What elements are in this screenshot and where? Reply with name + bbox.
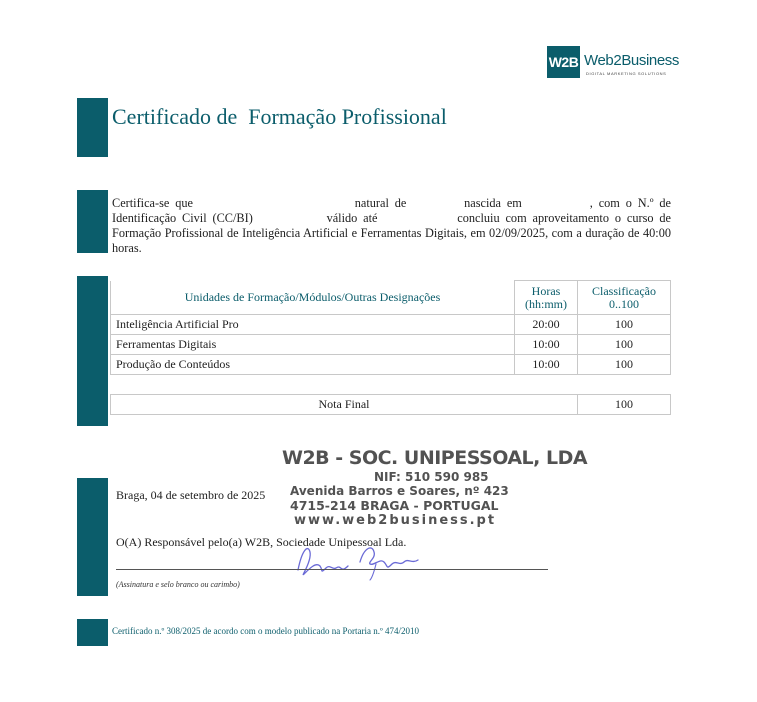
certificate-footer: Certificado n.º 308/2025 de acordo com o modelo publicado na Portaria n.º 474/2010 [112,626,420,636]
redacted-birthdate [528,196,590,211]
responsible-line: O(A) Responsável pelo(a) W2B, Sociedade Unipessoal Lda. [116,535,407,549]
header-designation: Unidades de Formação/Módulos/Outras Designações [111,281,515,315]
unit-hours: 20:00 [515,315,578,335]
statement-part-6: concluiu com aproveitamento o curso de Formação Profissional de Inteligência Artificial e Ferramentas Digitais, em 02/09/2025, com a duração de 40:00 horas. [112,211,671,255]
stamp-postal-code: 4715-214 BRAGA - PORTUGAL [290,498,499,513]
logo-mark: W2B [547,46,580,78]
unit-name: Ferramentas Digitais [111,335,515,355]
unit-name: Inteligência Artificial Pro [111,315,515,335]
unit-grade: 100 [578,315,671,335]
statement-part-1: Certifica-se que [112,196,193,210]
spacer-cell [111,375,671,395]
unit-hours: 10:00 [515,335,578,355]
redacted-validity-date [383,211,451,226]
unit-grade: 100 [578,355,671,375]
table-row [111,315,671,335]
table-accent-bar [77,276,108,426]
redacted-name [199,196,349,211]
final-grade-label: Nota Final [111,395,578,415]
final-grade-value: 100 [578,395,671,415]
table-spacer-row [111,375,671,395]
redacted-id-number [259,211,321,226]
signature-line [116,569,548,570]
statement-part-3: nascida em [464,196,522,210]
logo-tagline: DIGITAL MARKETING SOLUTIONS [586,71,667,76]
unit-grade: 100 [578,335,671,355]
stamp-company-name: W2B - SOC. UNIPESSOAL, LDA [282,447,588,469]
statement-part-5: válido até [326,211,378,225]
stamp-address: Avenida Barros e Soares, nº 423 [290,484,509,498]
statement-part-4: , com o N.º de Identificação Civil (CC/BI) [112,196,671,225]
page-title: Certificado de Formação Profissional [112,104,447,129]
company-stamp [282,447,587,528]
training-units-table [110,280,671,415]
logo-name: Web2Business [584,52,679,69]
redacted-birthplace [412,196,458,211]
header-hours: Horas (hh:mm) [515,281,578,315]
footer-accent-bar [77,619,108,646]
table-row [111,335,671,355]
stamp-website: www.web2business.pt [294,513,497,528]
final-grade-row [111,395,671,415]
header-classification: Classificação 0..100 [578,281,671,315]
table-header-row [111,281,671,315]
signature-note: (Assinatura e selo branco ou carimbo) [116,580,240,589]
text-accent-bar [77,190,108,253]
certificate-statement [112,196,671,256]
stamp-nif: NIF: 510 590 985 [374,470,489,484]
unit-hours: 10:00 [515,355,578,375]
place-date: Braga, 04 de setembro de 2025 [116,488,266,502]
statement-part-2: natural de [354,196,407,210]
handwritten-signature [290,540,430,582]
signature-accent-bar [77,478,108,596]
table-row [111,355,671,375]
unit-name: Produção de Conteúdos [111,355,515,375]
title-accent-bar [77,98,108,157]
